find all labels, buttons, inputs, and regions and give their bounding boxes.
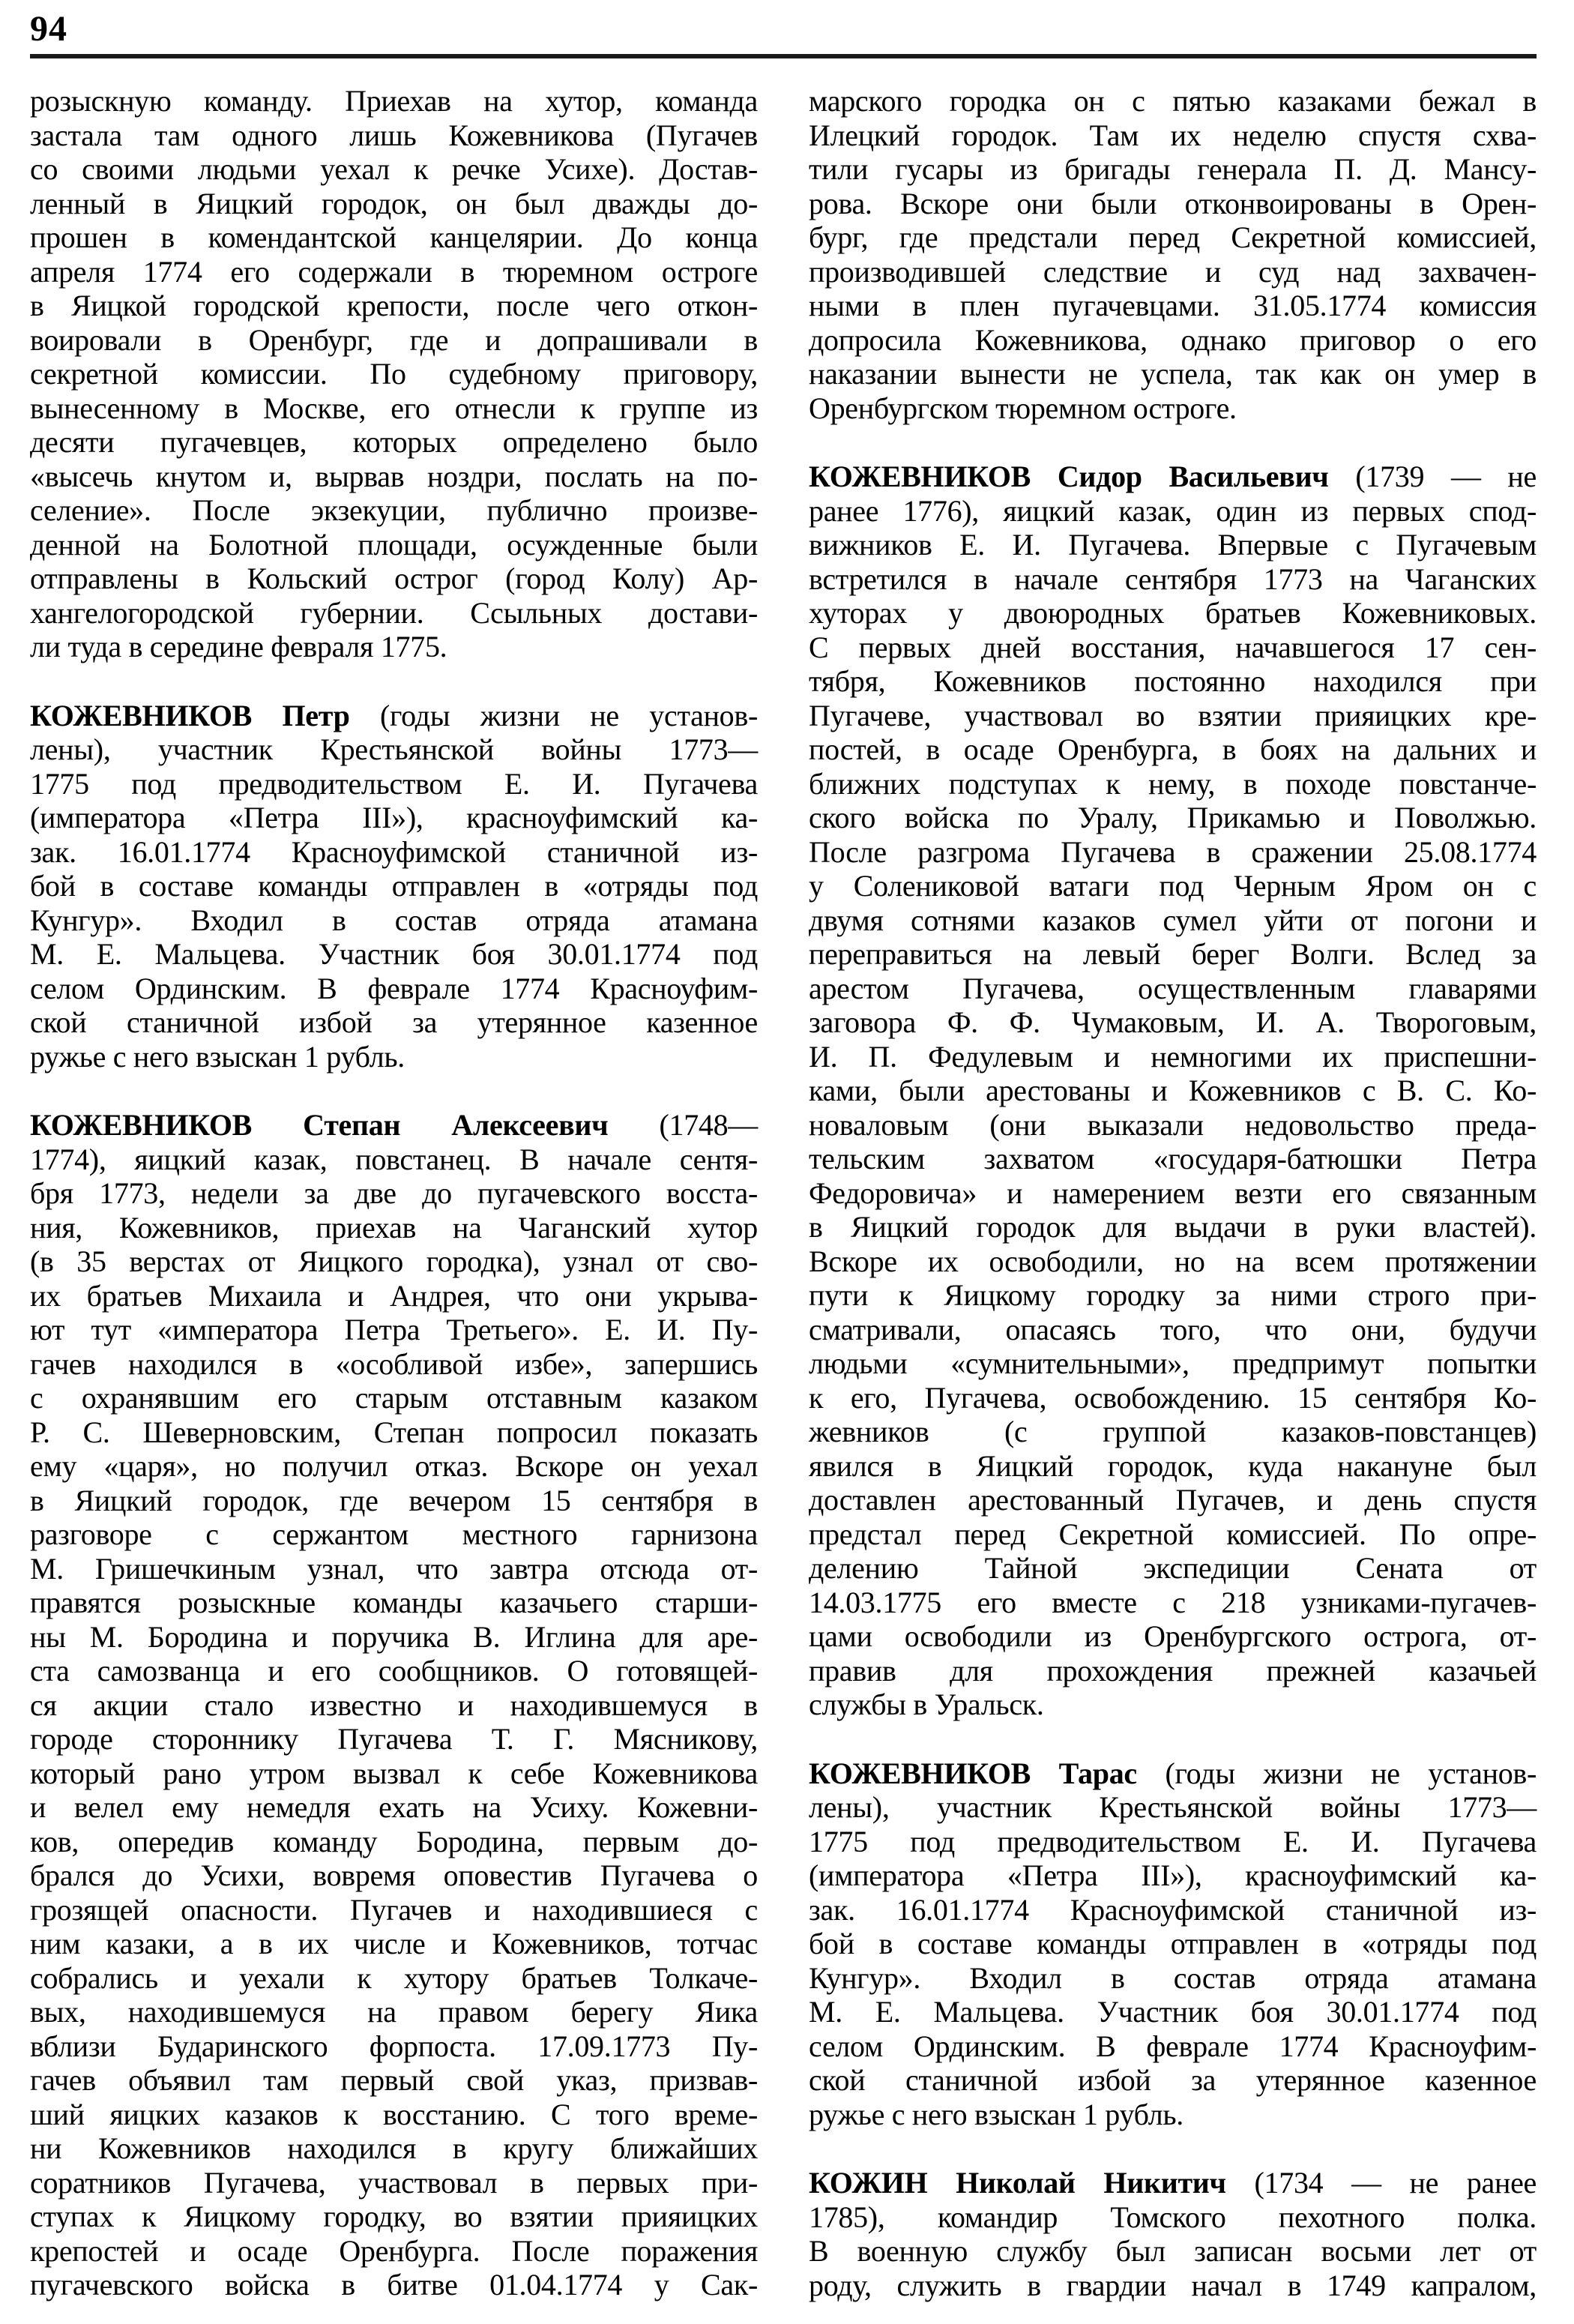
text-line: «высечь кнутом и, вырвав ноздри, послать на по- [30, 459, 758, 493]
text-line: двумя сотнями казаков сумел уйти от погони и [809, 903, 1537, 937]
text-line: ны М. Бородина и поручика В. Иглина для аре- [30, 1619, 758, 1654]
text-line: службы в Уральск. [809, 1688, 1044, 1721]
text-line: ского войска по Уралу, Прикамью и Поволжью. [809, 801, 1537, 834]
text-line: секретной комиссии. По судебному приговору, [30, 357, 758, 391]
text-line: ранее 1776), яицкий казак, один из первых спод- [809, 493, 1537, 528]
text-line: предстал перед Секретной комиссией. По опре- [809, 1517, 1537, 1551]
text-line: правятся розыскные команды казачьего старши- [30, 1586, 758, 1619]
text-line: После разгрома Пугачева в сражении 25.08.1774 [809, 834, 1537, 869]
text-line: который рано утром вызвал к себе Кожевникова [30, 1756, 758, 1790]
text-line: к его, Пугачева, освобождению. 15 сентября Ко- [809, 1380, 1537, 1415]
text-line: с охранявшим его старым отставным казаком [30, 1381, 758, 1415]
right-column [809, 84, 1537, 2302]
entry-headword: КОЖЕВНИКОВ Степан Алексеевич [30, 1108, 609, 1142]
text-line: наказании вынести не успела, так как он умер в [809, 357, 1537, 391]
text-line: собрались и уехали к хутору братьев Толкаче- [30, 1960, 758, 1995]
text-line: десяти пугачевцев, которых определено было [30, 425, 758, 459]
text-line: КОЖЕВНИКОВ Петр (годы жизни не установ- [30, 698, 758, 732]
text-line: Пугачеве, участвовал во взятии прияицких кре- [809, 698, 1537, 732]
entry-paragraph [809, 1756, 1537, 2132]
text-line: денной на Болотной площади, осужденные были [30, 527, 758, 562]
text-line: КОЖИН Николай Никитич (1734 — не ранее [809, 2166, 1537, 2200]
text-line: селом Ординским. В феврале 1774 Красноуфим- [30, 971, 758, 1005]
text-line: в Яицкой городской крепости, после чего откон- [30, 289, 758, 322]
text-line: пути к Яицкому городку за ними строго при- [809, 1278, 1537, 1312]
text-line: (в 35 верстах от Яицкого городка), узнал от сво- [30, 1244, 758, 1278]
text-line: 14.03.1775 его вместе с 218 узниками-пугачев- [809, 1585, 1537, 1619]
text-line: М. Е. Мальцева. Участник боя 30.01.1774 под [30, 937, 758, 971]
text-line: производившей следствие и суд над захвачен- [809, 254, 1537, 289]
text-line: селом Ординским. В феврале 1774 Красноуфим- [809, 2029, 1537, 2063]
text-line: бой в составе команды отправлен в «отряды под [809, 1927, 1537, 1960]
text-line: доставлен арестованный Пугачев, и день спустя [809, 1483, 1537, 1517]
text-line: встретился в начале сентября 1773 на Чаганских [809, 562, 1537, 596]
text-line: зак. 16.01.1774 Красноуфимской станичной из- [30, 834, 758, 869]
two-column-text [30, 84, 1537, 2302]
entry-headword: КОЖЕВНИКОВ Тарас [809, 1756, 1137, 1790]
text-line: тельским захватом «государя-батюшки Петра [809, 1142, 1537, 1175]
text-line: заговора Ф. Ф. Чумаковым, И. А. Твороговым, [809, 1005, 1537, 1039]
text-line: ему «царя», но получил отказ. Вскоре он уехал [30, 1449, 758, 1483]
text-line: ближних подступах к нему, в походе повстанче- [809, 766, 1537, 801]
continuation-paragraph [30, 84, 758, 664]
text-line: 1774), яицкий казак, повстанец. В начале сентя- [30, 1142, 758, 1176]
left-column [30, 84, 758, 2302]
text-line: КОЖЕВНИКОВ Степан Алексеевич (1748— [30, 1108, 758, 1142]
text-line: ружье с него взыскан 1 рубль. [809, 2097, 1184, 2131]
text-line: М. Е. Мальцева. Участник боя 30.01.1774 под [809, 1995, 1537, 2029]
text-line: рова. Вскоре они были отконвоированы в Орен- [809, 186, 1537, 220]
text-line: ним казаки, а в их числе и Кожевников, тотчас [30, 1927, 758, 1960]
text-line: переправиться на левый берег Волги. Вслед за [809, 937, 1537, 971]
text-line: крепостей и осаде Оренбурга. После поражения [30, 2233, 758, 2268]
text-line: вых, находившемуся на правом берегу Яика [30, 1995, 758, 2029]
text-line: тили гусары из бригады генерала П. Д. Мансу- [809, 152, 1537, 186]
text-line: и велел ему немедля ехать на Усиху. Кожевни- [30, 1790, 758, 1824]
text-line: прошен в комендантской канцелярии. До конца [30, 220, 758, 254]
text-line: апреля 1774 его содержали в тюремном остроге [30, 254, 758, 289]
text-line: розыскную команду. Приехав на хутор, команда [30, 84, 758, 118]
text-line: бург, где предстали перед Секретной комиссией, [809, 220, 1537, 254]
text-line: сматривали, опасаясь того, что они, будучи [809, 1312, 1537, 1346]
continuation-paragraph [809, 84, 1537, 425]
text-line: вблизи Бударинского форпоста. 17.09.1773 Пу- [30, 2029, 758, 2063]
text-line: ской станичной избой за утерянное казенное [30, 1005, 758, 1039]
text-line: в Яицкий городок для выдачи в руки властей). [809, 1210, 1537, 1244]
text-line: Р. С. Шеверновским, Степан попросил показать [30, 1415, 758, 1449]
entry-paragraph [809, 2166, 1537, 2302]
text-line: явился в Яицкий городок, куда накануне был [809, 1448, 1537, 1483]
text-line: правив для прохождения прежней казачьей [809, 1653, 1537, 1688]
header-divider [30, 54, 1537, 58]
text-line: соратников Пугачева, участвовал в первых при- [30, 2165, 758, 2200]
text-line: хуторах у двоюродных братьев Кожевниковых. [809, 596, 1537, 630]
text-line: гачев объявил там первый свой указ, призвав- [30, 2063, 758, 2097]
entry-paragraph [809, 460, 1537, 1722]
text-line: (императора «Петра III»), красноуфимский ка- [809, 1858, 1537, 1892]
text-line: 1775 под предводительством Е. И. Пугачева [809, 1824, 1537, 1858]
text-line: ков, опередив команду Бородина, первым до- [30, 1824, 758, 1858]
text-line: зак. 16.01.1774 Красноуфимской станичной из- [809, 1892, 1537, 1927]
text-line: марского городка он с пятью казаками бежал в [809, 84, 1537, 118]
text-line: Федоровича» и намерением везти его связанным [809, 1175, 1537, 1210]
page-number: 94 [30, 9, 67, 49]
text-line: ния, Кожевников, приехав на Чаганский хутор [30, 1210, 758, 1244]
text-line: И. П. Федулевым и немногими их приспешни- [809, 1039, 1537, 1074]
text-line: брался до Усихи, вовремя оповестив Пугачева о [30, 1858, 758, 1892]
text-line: Кунгур». Входил в состав отряда атамана [30, 903, 758, 937]
text-line: ют тут «императора Петра Третьего». Е. И. Пу- [30, 1313, 758, 1346]
entry-headword: КОЖЕВНИКОВ Сидор Васильевич [809, 460, 1329, 493]
text-line: Вскоре их освободили, но на всем протяжении [809, 1244, 1537, 1278]
text-line: пугачевского войска в битве 01.04.1774 у Сак- [30, 2268, 758, 2302]
text-line: их братьев Михаила и Андрея, что они укрыва- [30, 1278, 758, 1313]
text-line: бой в составе команды отправлен в «отряды под [30, 869, 758, 903]
text-line: в Яицкий городок, где вечером 15 сентября в [30, 1483, 758, 1517]
text-line: грозящей опасности. Пугачев и находившиеся с [30, 1892, 758, 1927]
text-line: отправлены в Кольский острог (город Колу) Ар- [30, 562, 758, 595]
text-line: Кунгур». Входил в состав отряда атамана [809, 1960, 1537, 1995]
text-line: КОЖЕВНИКОВ Сидор Васильевич (1739 — не [809, 460, 1537, 493]
text-line: (императора «Петра III»), красноуфимский ка- [30, 801, 758, 834]
text-line: допросила Кожевникова, однако приговор о его [809, 322, 1537, 357]
text-line: ни Кожевников находился в кругу ближайших [30, 2131, 758, 2165]
text-line: ли туда в середине февраля 1775. [30, 630, 447, 663]
text-line: лены), участник Крестьянской войны 1773— [809, 1790, 1537, 1824]
text-line: гачев находился в «особливой избе», запершись [30, 1346, 758, 1381]
text-line: роду, служить в гвардии начал в 1749 капралом, [809, 2268, 1537, 2302]
text-line: М. Гришечкиным узнал, что завтра отсюда от- [30, 1551, 758, 1586]
text-line: постей, в осаде Оренбурга, в боях на дальних и [809, 732, 1537, 766]
text-line: ками, были арестованы и Кожевников с В. С. Ко- [809, 1074, 1537, 1107]
text-line: городе стороннику Пугачева Т. Г. Мясникову, [30, 1722, 758, 1756]
text-line: бря 1773, недели за две до пугачевского восста- [30, 1176, 758, 1210]
text-line: ста самозванца и его сообщников. О готовящей- [30, 1654, 758, 1688]
text-line: со своими людьми уехал к речке Усихе). Достав- [30, 152, 758, 186]
text-line: людьми «сумнительными», предпримут попытки [809, 1346, 1537, 1380]
entry-paragraph [30, 1108, 758, 2302]
entry-headword: КОЖЕВНИКОВ Петр [30, 698, 350, 732]
text-line: цами освободили из Оренбургского острога, от- [809, 1619, 1537, 1653]
text-line: жевников (с группой казаков-повстанцев) [809, 1415, 1537, 1448]
text-line: ской станичной избой за утерянное казенное [809, 2063, 1537, 2097]
text-line: вижников Е. И. Пугачева. Впервые с Пугачевым [809, 528, 1537, 562]
text-line: воировали в Оренбург, где и допрашивали в [30, 322, 758, 357]
text-line: 1785), командир Томского пехотного полка. [809, 2200, 1537, 2234]
text-line: Оренбургском тюремном остроге. [809, 391, 1237, 425]
text-line: разговоре с сержантом местного гарнизона [30, 1517, 758, 1551]
text-line: ленный в Яицкий городок, он был дважды до- [30, 186, 758, 220]
text-line: делению Тайной экспедиции Сената от [809, 1551, 1537, 1585]
text-line: вынесенному в Москве, его отнесли к группе из [30, 391, 758, 425]
text-line: у Солениковой ватаги под Черным Яром он с [809, 869, 1537, 903]
text-line: тября, Кожевников постоянно находился при [809, 664, 1537, 698]
text-line: арестом Пугачева, осуществленным главарями [809, 971, 1537, 1005]
text-line: В военную службу был записан восьми лет от [809, 2234, 1537, 2268]
text-line: КОЖЕВНИКОВ Тарас (годы жизни не установ- [809, 1756, 1537, 1790]
entry-headword: КОЖИН Николай Никитич [809, 2166, 1226, 2200]
text-line: застала там одного лишь Кожевникова (Пугачев [30, 118, 758, 152]
text-line: 1775 под предводительством Е. И. Пугачева [30, 766, 758, 801]
text-line: ружье с него взыскан 1 рубль. [30, 1039, 405, 1074]
text-line: С первых дней восстания, начавшегося 17 сен- [809, 630, 1537, 664]
text-line: селение». После экзекуции, публично произве- [30, 493, 758, 527]
text-line: ными в плен пугачевцами. 31.05.1774 комиссия [809, 289, 1537, 322]
text-line: новаловым (они выказали недовольство преда- [809, 1107, 1537, 1142]
text-line: ший яицких казаков к восстанию. С того време- [30, 2097, 758, 2131]
text-line: лены), участник Крестьянской войны 1773— [30, 732, 758, 766]
text-line: ступах к Яицкому городку, во взятии прияицких [30, 2200, 758, 2233]
entry-paragraph [30, 699, 758, 1074]
text-line: ся акции стало известно и находившемуся в [30, 1688, 758, 1722]
text-line: Илецкий городок. Там их неделю спустя схва- [809, 118, 1537, 152]
text-line: хангелогородской губернии. Ссыльных достави- [30, 595, 758, 630]
